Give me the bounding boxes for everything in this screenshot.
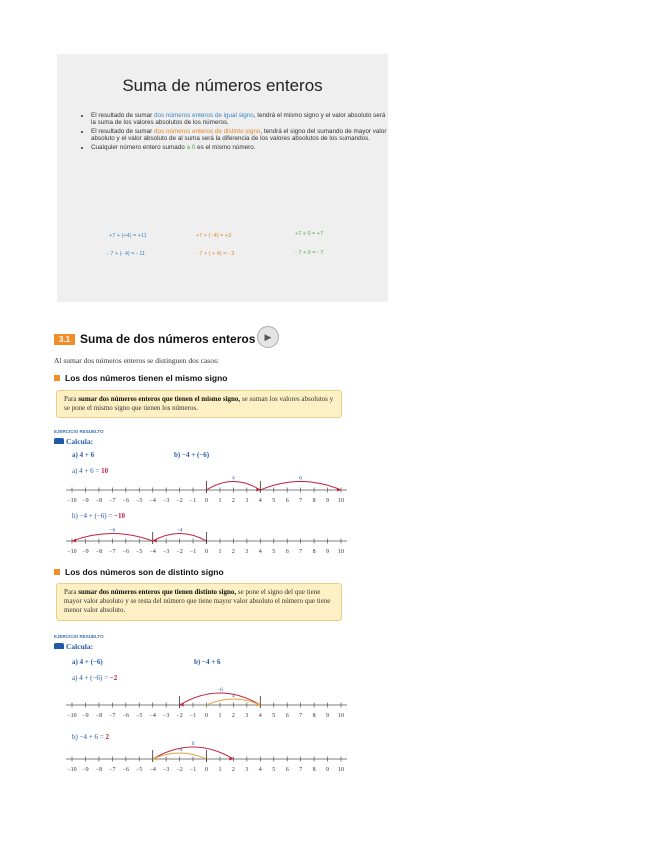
- number-line-tick-label: −3: [162, 767, 170, 773]
- number-line-tick-label: −5: [136, 767, 143, 773]
- arc-label: −6: [109, 527, 116, 534]
- number-line-tick-label: −3: [162, 498, 170, 504]
- solution-result: 10: [101, 467, 109, 475]
- number-line-tick-label: 0: [205, 767, 208, 773]
- bullet-text: El resultado de sumar: [91, 127, 154, 135]
- number-line-tick-label: −8: [95, 767, 103, 773]
- number-line-tick-label: 4: [258, 498, 262, 504]
- number-line-tick-label: 4: [258, 713, 262, 719]
- number-line-tick-label: −4: [149, 713, 156, 719]
- number-line-tick-label: −1: [189, 767, 197, 773]
- number-line-tick-label: −2: [176, 767, 183, 773]
- number-line-tick-label: −5: [136, 713, 143, 719]
- number-line-tick-label: 6: [285, 713, 289, 719]
- intro-text: Al sumar dos números enteros se distinguen dos casos:: [54, 356, 219, 365]
- video-camera-icon[interactable]: ▶: [257, 326, 279, 348]
- solution-result: −10: [114, 512, 126, 520]
- rule-text: Para: [64, 395, 79, 403]
- case2-task-b: b) −4 + 6: [194, 658, 221, 666]
- number-line-tick-label: 8: [312, 767, 316, 773]
- number-line-tick-label: 10: [338, 498, 344, 504]
- example-blue-2: - 7 + (- 4) = - 11: [107, 251, 146, 257]
- bullet-text: , tendrá el signo del sumando de mayor valor absoluto y el valor absoluto de al suma será la diferencia de los valores absolutos de los sumandos.: [91, 127, 387, 143]
- solution-expr: b) −4 + (−6) =: [72, 512, 115, 520]
- number-line-tick-label: 10: [338, 767, 344, 773]
- number-line-tick-label: −3: [162, 713, 170, 719]
- bullet-text: es el mismo número.: [195, 143, 256, 151]
- number-line-tick-label: 2: [231, 498, 235, 504]
- number-line-tick-label: 3: [245, 767, 249, 773]
- arc-label: −4: [176, 527, 183, 534]
- number-line-tick-label: 2: [231, 549, 235, 555]
- number-line-tick-label: −10: [67, 498, 77, 504]
- calcula-label: Calcula:: [66, 642, 94, 651]
- number-line-tick-label: −7: [109, 713, 116, 719]
- example-blue-1: +7 + (+4) = +11: [109, 233, 147, 239]
- number-line-tick-label: 5: [272, 767, 276, 773]
- bullet-highlight: a 0: [186, 143, 196, 151]
- number-line-tick-label: 8: [312, 713, 316, 719]
- number-line-tick-label: −9: [82, 498, 89, 504]
- number-line-tick-label: 7: [299, 498, 303, 504]
- case1-task-b: b) −4 + (−6): [174, 451, 210, 459]
- arc-label: 4: [232, 475, 235, 482]
- bullet-highlight: dos números enteros de igual signo: [154, 112, 254, 119]
- number-line-tick-label: 0: [205, 498, 208, 504]
- arc-label: 4: [232, 693, 235, 699]
- section-title: Suma de dos números enteros: [80, 332, 256, 346]
- rule-text: se suman los valores absolutos y se pone el mismo signo que tienen los números.: [64, 395, 334, 412]
- number-line-tick-label: −4: [149, 549, 156, 555]
- section-number-badge: 3.1: [54, 334, 75, 345]
- arc-label: 6: [191, 741, 195, 747]
- rule-text: se pone el signo del que tiene mayor valor absoluto y se resta del número que tiene mayor valor absoluto el número que tiene menor valor absoluto.: [64, 588, 331, 614]
- number-line-tick-label: −6: [122, 498, 129, 504]
- number-line-tick-label: 0: [205, 549, 208, 555]
- number-line-tick-label: 6: [285, 549, 289, 555]
- solution-expr: a) 4 + 6 =: [72, 467, 102, 475]
- number-line-tick-label: 9: [326, 549, 330, 555]
- case2-heading-text: Los dos números son de distinto signo: [65, 567, 224, 577]
- case1-ejercicio-label: EJERCICIO RESUELTO: [54, 429, 104, 434]
- solution-result: −2: [109, 674, 118, 682]
- number-line-tick-label: 1: [218, 713, 222, 719]
- number-line-tick-label: 1: [218, 498, 222, 504]
- number-line-tick-label: −1: [189, 549, 197, 555]
- number-line-tick-label: −2: [176, 549, 183, 555]
- number-line-tick-label: 7: [299, 549, 303, 555]
- rule-text: Para: [64, 588, 79, 596]
- solution-result: 2: [105, 733, 109, 741]
- arc-label: 6: [299, 475, 303, 482]
- number-line-tick-label: −7: [109, 767, 116, 773]
- number-line-tick-label: 3: [245, 713, 249, 719]
- number-line-tick-label: 1: [218, 767, 222, 773]
- number-line-tick-label: −10: [67, 767, 77, 773]
- number-line-tick-label: 8: [312, 549, 316, 555]
- number-line-tick-label: 9: [326, 767, 330, 773]
- number-line-tick-label: −8: [95, 549, 103, 555]
- number-line-tick-label: 7: [299, 767, 303, 773]
- number-line-tick-label: −8: [95, 498, 103, 504]
- number-line-tick-label: −6: [122, 713, 129, 719]
- number-line-tick-label: −3: [162, 549, 170, 555]
- number-line-tick-label: 9: [326, 498, 330, 504]
- case1-task-a: a) 4 + 6: [72, 451, 95, 459]
- number-line-tick-label: −7: [109, 549, 116, 555]
- number-line-tick-label: −7: [109, 498, 116, 504]
- arc-label: −4: [176, 747, 183, 753]
- number-line-tick-label: 6: [285, 767, 289, 773]
- number-line-tick-label: 3: [245, 549, 249, 555]
- number-line-tick-label: −9: [82, 767, 89, 773]
- bullet-text: , tendrá el mismo signo y el valor absoluto será la suma de los valores absolutos de los números.: [91, 112, 386, 127]
- calcula-label: Calcula:: [66, 437, 94, 446]
- example-green-1: +7 + 0 = +7: [295, 231, 324, 237]
- case1-heading-text: Los dos números tienen el mismo signo: [65, 373, 228, 383]
- number-line-tick-label: 5: [272, 498, 276, 504]
- number-line-tick-label: −2: [176, 498, 183, 504]
- number-line-tick-label: 4: [258, 549, 262, 555]
- number-line-tick-label: −10: [67, 713, 77, 719]
- bullet-text: Cualquier número entero sumado: [91, 143, 187, 151]
- number-line-tick-label: −10: [67, 549, 77, 555]
- solution-expr: b) −4 + 6 =: [72, 733, 106, 741]
- number-line-tick-label: −6: [122, 767, 129, 773]
- number-line-tick-label: −4: [149, 498, 156, 504]
- slide-title: Suma de números enteros: [122, 76, 323, 95]
- number-line-tick-label: 1: [218, 549, 222, 555]
- number-line-tick-label: −9: [82, 549, 89, 555]
- number-line-tick-label: −1: [189, 498, 197, 504]
- number-line-tick-label: −1: [189, 713, 197, 719]
- number-line-tick-label: 8: [312, 498, 316, 504]
- number-line-tick-label: −2: [176, 713, 183, 719]
- number-line-tick-label: −5: [136, 549, 143, 555]
- number-line-tick-label: 2: [231, 713, 235, 719]
- example-orange-1: +7 + ( -4) = +3: [196, 233, 232, 239]
- number-line-tick-label: 10: [338, 713, 344, 719]
- number-line-tick-label: −8: [95, 713, 103, 719]
- rule-bold: sumar dos números enteros que tienen distinto signo,: [78, 588, 237, 596]
- case2-ejercicio-label: EJERCICIO RESUELTO: [54, 634, 104, 639]
- number-line-tick-label: 4: [258, 767, 262, 773]
- number-line-tick-label: −5: [136, 498, 143, 504]
- number-line-tick-label: −6: [122, 549, 129, 555]
- number-line-tick-label: 9: [326, 713, 330, 719]
- number-line-tick-label: −9: [82, 713, 89, 719]
- arc-label: −6: [217, 687, 223, 693]
- number-line-tick-label: 5: [272, 713, 276, 719]
- example-green-2: - 7 + 0 = - 7: [295, 250, 324, 256]
- number-line-tick-label: 3: [245, 498, 249, 504]
- case2-task-a: a) 4 + (−6): [72, 658, 103, 666]
- number-line-tick-label: 5: [272, 549, 276, 555]
- solution-expr: a) 4 + (−6) =: [72, 674, 110, 682]
- bullet-highlight: dos números enteros de distinto signo: [154, 127, 261, 135]
- number-line-tick-label: 2: [231, 767, 235, 773]
- number-line-tick-label: 0: [205, 713, 208, 719]
- number-line-tick-label: 10: [338, 549, 344, 555]
- rule-bold: sumar dos números enteros que tienen el mismo signo,: [78, 395, 241, 403]
- example-orange-2: - 7 + ( + 4) = - 3: [196, 251, 235, 257]
- number-line-tick-label: −4: [149, 767, 156, 773]
- number-line-tick-label: 6: [285, 498, 289, 504]
- bullet-text: El resultado de sumar: [91, 112, 154, 119]
- number-line-tick-label: 7: [299, 713, 303, 719]
